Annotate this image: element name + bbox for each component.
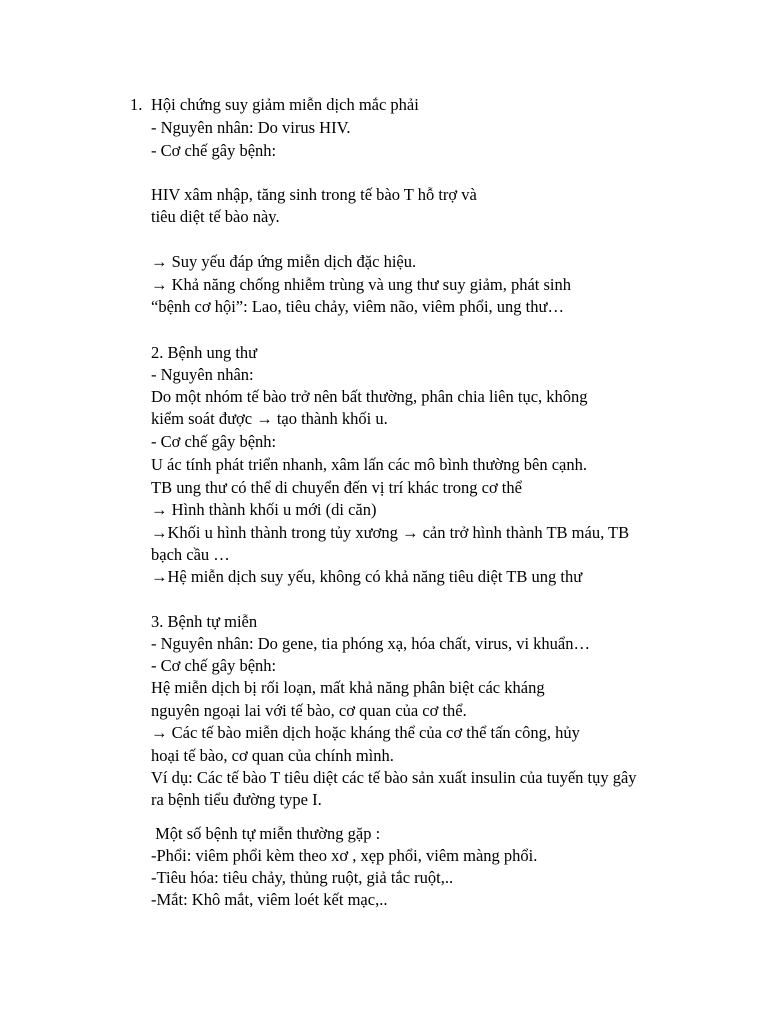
section-3-mechanism-line: Ví dụ: Các tế bào T tiêu diệt các tế bào sản xuất insulin của tuyến tụy gây	[151, 768, 637, 787]
section-2-cause-label: - Nguyên nhân:	[151, 365, 254, 384]
section-3-mechanism-line: nguyên ngoại lai với tế bào, cơ quan của cơ thể.	[151, 701, 467, 720]
section-3-common-item: -Phổi: viêm phổi kèm theo xơ , xẹp phổi, viêm màng phổi.	[151, 846, 538, 865]
section-1-effect-line: → Khả năng chống nhiễm trùng và ung thư suy giảm, phát sinh	[151, 275, 572, 294]
section-2-mechanism-label: - Cơ chế gây bệnh:	[151, 432, 277, 451]
section-3-cause: - Nguyên nhân: Do gene, tia phóng xạ, hóa chất, virus, vi khuẩn…	[151, 634, 590, 653]
section-1-mechanism-line: tiêu diệt tế bào này.	[151, 207, 280, 226]
section-1-mechanism-line: HIV xâm nhập, tăng sinh trong tế bào T hỗ trợ và	[151, 185, 477, 204]
section-3-mechanism-label: - Cơ chế gây bệnh:	[151, 656, 277, 675]
section-3-mechanism-line: hoại tế bào, cơ quan của chính mình.	[151, 746, 394, 765]
section-3-title: 3. Bệnh tự miễn	[151, 612, 258, 631]
section-2-mechanism-line: U ác tính phát triển nhanh, xâm lấn các mô bình thường bên cạnh.	[151, 455, 588, 474]
section-2-mechanism-line: bạch cầu …	[151, 545, 230, 564]
section-2-mechanism-line: →Hệ miễn dịch suy yếu, không có khả năng tiêu diệt TB ung thư	[151, 567, 583, 586]
section-1-number: 1.	[130, 95, 143, 114]
section-1-mechanism-label: - Cơ chế gây bệnh:	[151, 141, 277, 160]
section-3-common-item: -Tiêu hóa: tiêu chảy, thủng ruột, giả tắc ruột,..	[151, 868, 454, 887]
section-2-cause-line: Do một nhóm tế bào trở nên bất thường, phân chia liên tục, không	[151, 387, 588, 406]
section-3-common-item: -Mắt: Khô mắt, viêm loét kết mạc,..	[151, 890, 388, 909]
section-3-mechanism-line: → Các tế bào miễn dịch hoặc kháng thể của cơ thể tấn công, hủy	[151, 723, 580, 742]
section-2-title: 2. Bệnh ung thư	[151, 343, 258, 362]
section-2-cause-line: kiểm soát được → tạo thành khối u.	[151, 409, 388, 428]
section-2-mechanism-line: →Khối u hình thành trong tủy xương → cản trở hình thành TB máu, TB	[151, 523, 630, 542]
section-3-common-title: Một số bệnh tự miễn thường gặp :	[151, 824, 381, 843]
section-3-mechanism-line: ra bệnh tiểu đường type I.	[151, 790, 322, 809]
section-1-cause: - Nguyên nhân: Do virus HIV.	[151, 118, 351, 137]
section-2-mechanism-line: TB ung thư có thể di chuyển đến vị trí khác trong cơ thể	[151, 478, 522, 497]
section-1-effect-line: “bệnh cơ hội”: Lao, tiêu chảy, viêm não, viêm phổi, ung thư…	[151, 297, 564, 316]
section-2-mechanism-line: → Hình thành khối u mới (di căn)	[151, 500, 377, 519]
section-3-mechanism-line: Hệ miễn dịch bị rối loạn, mất khả năng phân biệt các kháng	[151, 678, 545, 697]
section-1-title: Hội chứng suy giảm miễn dịch mắc phải	[151, 95, 419, 114]
section-1-effect-line: → Suy yếu đáp ứng miễn dịch đặc hiệu.	[151, 252, 417, 271]
